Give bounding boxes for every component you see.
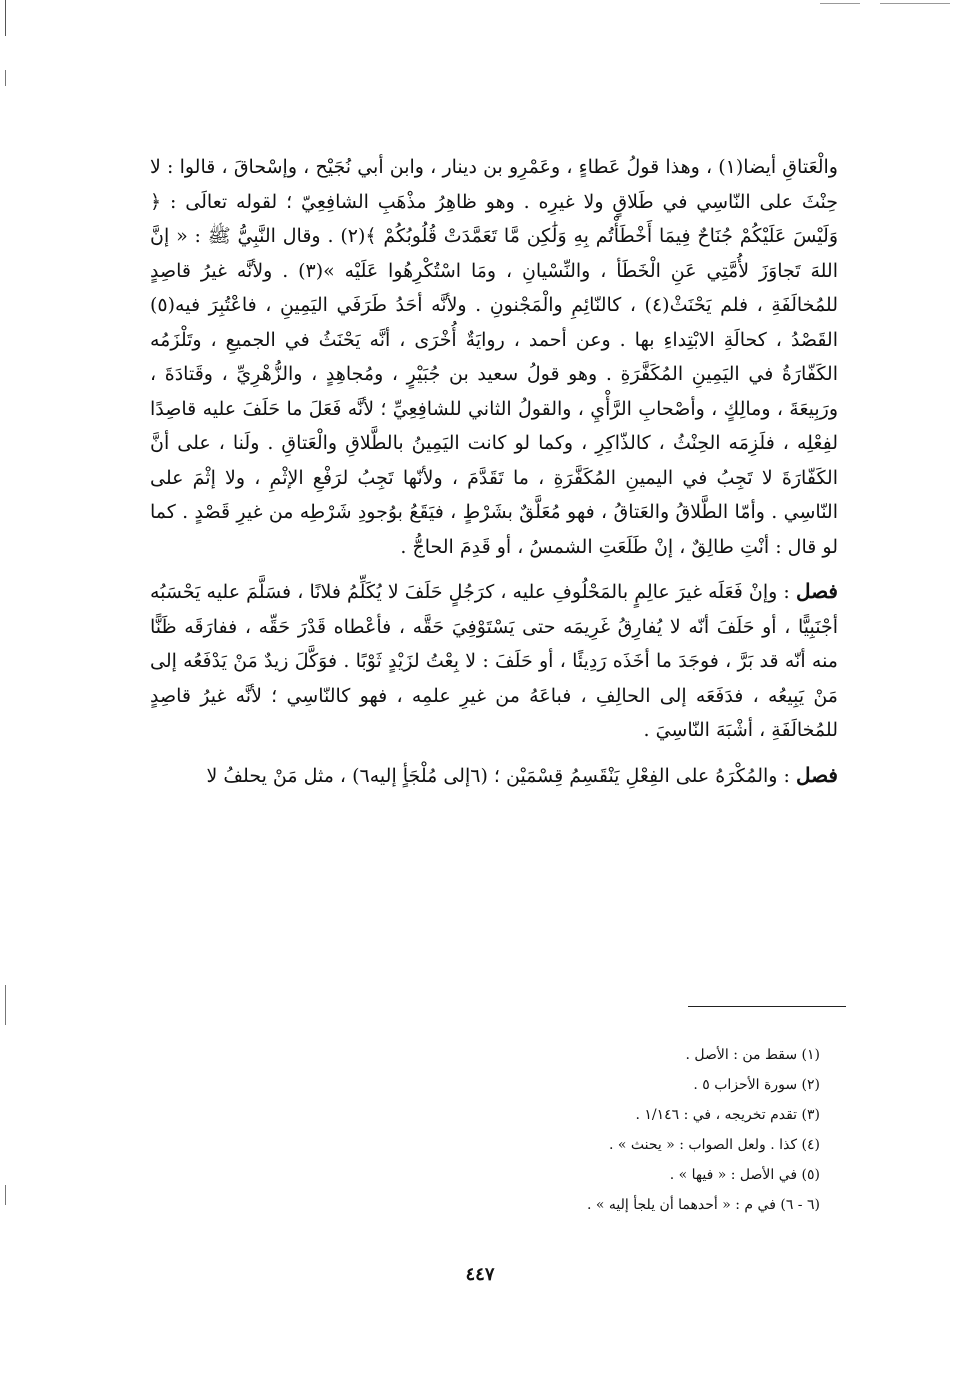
paragraph-section-1 [150,574,838,748]
scan-margin-mark [5,985,6,1025]
section-heading: فصل [795,762,838,787]
page-edge-line [5,0,6,36]
paragraph-text: : وإنْ فَعَلَه غيرَ عالِمٍ بالمَحْلُوفِ عليه ، كرَجُلٍ حَلَفَ لا يُكَلِّمُ فلانًا ، فسَلَّمَ عليه يَحْسَبُه أجْنَبِيًّا ، أو حَلَفَ أنّه لا يُفارِقُ غَرِيمَه حتى يَسْتَوْفِيَ حَقَّه ، فأعْطاه قَدْرَ حَقِّه ، ففارَقَه ظَنًّا منه أنّه قد بَرَّ ، فوجَدَ ما أخَذَه رَدِيئًا ، أو حَلَفَ : لا بِعْتُ لزَيْدٍ ثَوْبًا . فوَكَّلَ زيدٌ مَنْ يَدْفَعُه إلى مَنْ يَبِيعُه ، فدَفَعَه إلى الحالِفِ ، فباعَهُ من غيرِ علمِه ، فهو كالنّاسِي ؛ لأنَّه غيرُ قاصِدٍ للمُخالَفَةِ ، أشْبَهَ النّاسِيَ . [150,581,838,741]
scan-margin-mark [5,1185,6,1205]
paragraph-main [150,150,838,564]
footnotes [520,1040,820,1220]
footnote-3: (٣) تقدم تخريجه ، في : ١/١٤٦ . [635,1107,820,1123]
page-body [150,150,838,793]
scan-margin-mark [5,70,6,86]
footnote-1: (١) سقط من : الأصل . [685,1047,820,1063]
paragraph-text: : والمُكْرَهُ على الفِعْلِ يَنْقَسِمُ قِسْمَيْن ؛ (٦إلى مُلْجَأٍ إليه٦) ، مثل مَنْ يحلفُ لا [206,764,790,787]
page-number: ٤٤٧ [465,1264,495,1285]
section-heading: فصل [795,579,838,603]
footnote-5: (٥) في الأصل : « فيها » . [669,1167,820,1183]
scan-top-mark [880,3,950,4]
footnote-4: (٤) كذا . ولعل الصواب : « يحنث » . [608,1137,820,1153]
footnote-6: (٦ - ٦) في م : « أحدهما أن يلجأ إليه » . [587,1197,820,1213]
paragraph-text: والْعَتاقِ أيضا(١) ، وهذا قولُ عَطاءٍ ، وعَمْرِو بن دينار ، وابن أبي نُجَيْح ، وإسْحاقَ ، قالوا : لا حِنْثَ على النّاسِي في طَلاقٍ ولا غيرِه . وهو ظاهِرُ مذْهَبِ الشافِعِيّ ؛ لقوله تعالَى : ﴿ وَلَيْسَ عَلَيْكُمْ جُنَاحٌ فِيمَا أَخْطَأْتُم بِهِ وَلَٰكِن مَّا تَعَمَّدَتْ قُلُوبُكُمْ ﴾(٢) . وقال النَّبِيُّ ﷺ : « إنَّ اللهَ تَجاوَزَ لأُمَّتِي عَنِ الْخَطَأ ، والنِّسْيانِ ، ومَا اسْتُكْرِهُوا عَلَيْه »(٣) . ولأنَّه غيرُ قاصِدٍ للمُخالَفَةِ ، فلم يَحْنَثْ(٤) ، كالنّائِمِ والْمَجْنونِ . ولأنَّه أحَدُ طَرَفَي اليَمِينِ ، فاعْتُبِرَ فيه(٥) القَصْدُ ، كحالَةِ الابْتِداءِ بها . وعن أحمد ، روايَةٌ أُخْرَى ، أنَّه يَحْنَثُ في الجميعِ ، وتَلْزَمُه الكَفّارَةُ في اليَمِينِ المُكَفَّرَةِ . وهو قولُ سعيد بن جُبَيْرٍ ، ومُجاهِدٍ ، والزُّهْرِيِّ ، وقَتادَةَ ، ورَبِيعَةَ ، ومالِكٍ ، وأصْحابِ الرَّأْيِ ، والقولُ الثاني للشافِعِيِّ ؛ لأنَّه فَعَلَ ما حَلَفَ عليه قاصِدًا لفِعْلِه ، فلَزِمَه الحِنْثُ ، كالذّاكِرِ ، وكما لو كانت اليَمِينُ بالطَّلاقِ والْعَتاقِ . ولَنا ، على أنَّ الكَفّارَةَ لا تَجِبُ في اليمينِ المُكَفَّرَةِ ، ما تَقَدَّمَ ، ولأنّها تَجِبُ لرَفْعِ الإثْمِ ، ولا إثْمَ على النّاسِي . وأمّا الطَّلاقُ والعَتاقُ ، فهو مُعَلَّقٌ بشَرْطٍ ، فيَقَعُ بوُجودِ شَرْطِه من غيرِ قَصْدٍ . كما لو قال : أنْتِ طالِقٌ ، إنْ طَلَعَتِ الشمسُ ، أو قَدِمَ الحاجُّ . [150,156,839,558]
scan-top-mark [820,3,860,4]
footnote-separator [688,1006,846,1007]
footnote-2: (٢) سورة الأحزاب ٥ . [693,1077,820,1093]
paragraph-section-2 [150,758,838,794]
